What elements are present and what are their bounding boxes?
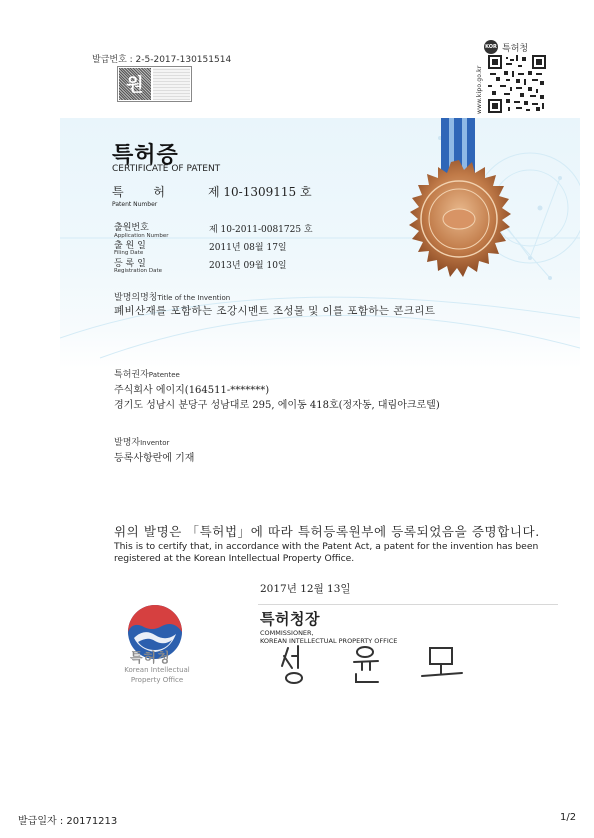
patentee-label-ko: 특허권자 — [114, 370, 149, 380]
issue-number: 발급번호 : 2-5-2017-130151514 — [92, 55, 232, 65]
patent-number-label-en: Patent Number — [112, 201, 158, 208]
patent-number-label: 특 허 — [112, 185, 178, 199]
kipo-logo-name-en-line1: Korean Intellectual — [124, 666, 190, 674]
kor-logo-icon: KOR — [484, 40, 498, 54]
application-number-value: 제 10-2011-0081725 호 — [209, 225, 313, 235]
page-number: 1/2 — [560, 812, 577, 823]
registration-date-value: 2013년 09월 10일 — [209, 261, 287, 271]
patentee-address: 경기도 성남시 분당구 성남대로 295, 에이동 418호(정자동, 대림아크로텔) — [114, 400, 440, 411]
patent-number: 제 10-1309115 호 — [208, 185, 312, 199]
stamp-pattern — [153, 68, 190, 100]
commissioner-title-en-line1: COMMISSIONER, — [260, 629, 314, 637]
certificate-title-en: CERTIFICATE OF PATENT — [112, 164, 221, 174]
patentee-label — [114, 367, 180, 380]
qr-header — [484, 40, 528, 54]
invention-title: 폐비산재를 포함하는 조강시멘트 조성물 및 이를 포함하는 콘크리트 — [114, 305, 436, 317]
commissioner-title: 특허청장 — [260, 610, 320, 628]
issue-date: 2017년 12월 13일 — [260, 583, 351, 595]
certification-statement-en: This is to certify that, in accordance with the Patent Act, a patent for the invention has been registered at the Korean Intellectual Property Office. — [114, 541, 539, 564]
inventor-label-en: Inventor — [140, 439, 170, 447]
application-number-label: 출원번호 — [114, 223, 149, 233]
qr-side-url: www.kipo.go.kr — [476, 65, 483, 114]
qr-title: 특허청 — [502, 43, 529, 54]
certification-statement: 위의 발명은 「특허법」에 따라 특허등록원부에 등록되었음을 증명합니다. — [114, 524, 540, 539]
kipo-logo-name-en-line2: Property Office — [130, 676, 184, 684]
divider — [258, 604, 558, 605]
invention-title-label-en: Title of the Invention — [157, 294, 231, 302]
footer-issue-date: 발급일자 : 20171213 — [18, 816, 118, 827]
registration-date-label: 등 록 일 — [114, 259, 146, 269]
patentee-label-en: Patentee — [148, 371, 180, 379]
certificate-title: 특허증 — [112, 143, 179, 168]
filing-date-label-en: Filing Date — [114, 250, 144, 256]
inventor-value: 등록사항란에 기재 — [114, 453, 195, 464]
gold-seal-icon — [396, 158, 522, 284]
qr-code-icon — [488, 55, 546, 113]
invention-title-label-ko: 발명의명칭 — [114, 293, 158, 303]
application-number-label-en: Application Number — [114, 233, 169, 239]
inventor-label — [114, 435, 169, 448]
invention-title-label — [114, 290, 230, 303]
commissioner-title-en-line2: KOREAN INTELLECTUAL PROPERTY OFFICE — [260, 637, 398, 645]
filing-date-value: 2011년 08월 17일 — [209, 243, 287, 253]
stamp-glyph: 원 — [119, 68, 151, 100]
patentee-name: 주식회사 에이지(164511-*******) — [114, 385, 270, 396]
commissioner-signature — [270, 640, 470, 690]
filing-date-label: 출 원 일 — [114, 241, 146, 251]
issue-stamp — [117, 66, 192, 102]
inventor-label-ko: 발명자 — [114, 438, 141, 448]
kipo-logo-name: 특허청 — [130, 651, 171, 666]
registration-date-label-en: Registration Date — [114, 268, 163, 274]
